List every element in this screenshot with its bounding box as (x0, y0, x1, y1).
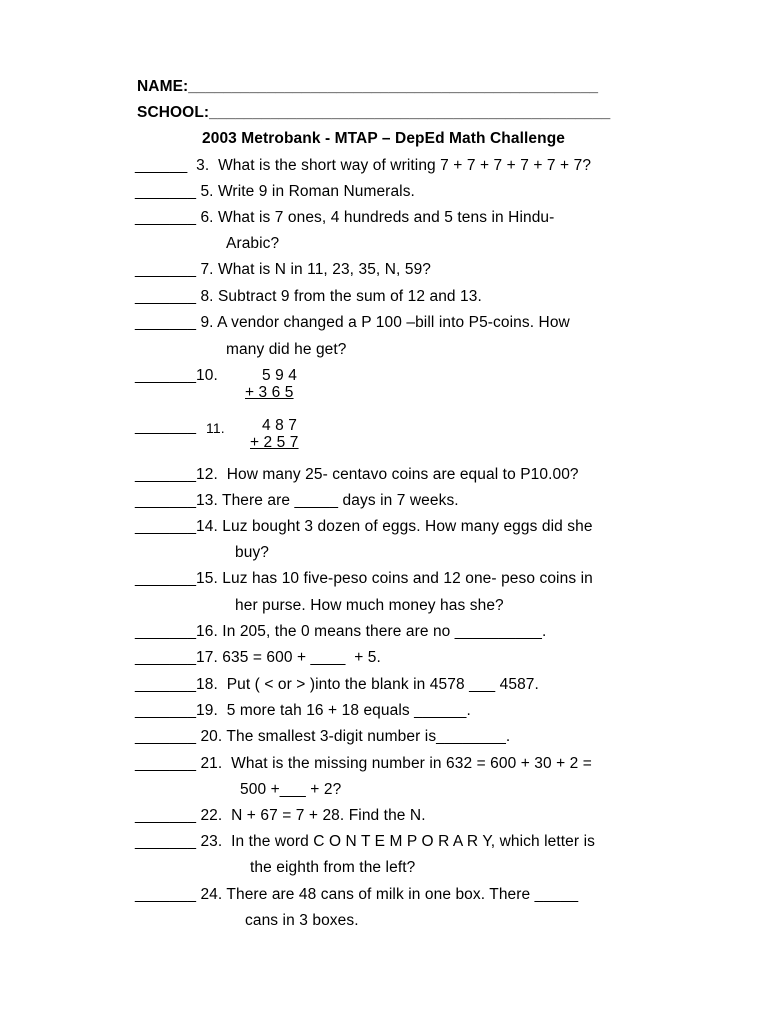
question-6: _______ 6. What is 7 ones, 4 hundreds and 5 tens in Hindu- (135, 209, 555, 226)
question-10-bottom-number: + 3 6 5 (245, 384, 294, 401)
question-18: _______18. Put ( < or > )into the blank in 4578 ___ 4587. (135, 676, 539, 693)
question-5: _______ 5. Write 9 in Roman Numerals. (135, 183, 415, 200)
name-field-line[interactable]: NAME:_______________________________________________ (137, 78, 599, 95)
question-12: _______12. How many 25- centavo coins are equal to P10.00? (135, 466, 579, 483)
question-9-continued: many did he get? (226, 341, 347, 358)
question-23-continued: the eighth from the left? (250, 859, 416, 876)
question-15: _______15. Luz has 10 five-peso coins and 12 one- peso coins in (135, 570, 593, 587)
question-13: _______13. There are _____ days in 7 weeks. (135, 492, 459, 509)
question-3: ______ 3. What is the short way of writing 7 + 7 + 7 + 7 + 7 + 7? (135, 157, 592, 174)
question-15-continued: her purse. How much money has she? (235, 597, 504, 614)
question-14: _______14. Luz bought 3 dozen of eggs. How many eggs did she (135, 518, 593, 535)
question-6-continued: Arabic? (226, 235, 280, 252)
question-24-continued: cans in 3 boxes. (245, 912, 359, 929)
question-23: _______ 23. In the word C O N T E M P O R A R Y, which letter is (135, 833, 595, 850)
question-11-top-number: 4 8 7 (262, 417, 297, 434)
question-10-top-number: 5 9 4 (262, 367, 297, 384)
question-20: _______ 20. The smallest 3-digit number is________. (135, 728, 511, 745)
question-10-blank: _______10. (135, 367, 218, 384)
question-16: _______16. In 205, the 0 means there are no __________. (135, 623, 547, 640)
question-19: _______19. 5 more tah 16 + 18 equals ______. (135, 702, 471, 719)
question-9: _______ 9. A vendor changed a P 100 –bill into P5-coins. How (135, 314, 570, 331)
question-11-bottom-number: + 2 5 7 (250, 434, 299, 451)
question-8: _______ 8. Subtract 9 from the sum of 12 and 13. (135, 288, 482, 305)
question-22: _______ 22. N + 67 = 7 + 28. Find the N. (135, 807, 426, 824)
question-17: _______17. 635 = 600 + ____ + 5. (135, 649, 381, 666)
question-11-blank: _______ (135, 418, 197, 435)
question-21-continued: 500 +___ + 2? (240, 781, 342, 798)
question-21: _______ 21. What is the missing number in 632 = 600 + 30 + 2 = (135, 755, 592, 772)
question-24: _______ 24. There are 48 cans of milk in one box. There _____ (135, 886, 579, 903)
question-14-continued: buy? (235, 544, 270, 561)
question-11-number: 11. (206, 420, 225, 436)
page-title: 2003 Metrobank - MTAP – DepEd Math Challenge (202, 130, 565, 147)
school-field-line[interactable]: SCHOOL:______________________________________________ (137, 104, 611, 121)
question-7: _______ 7. What is N in 11, 23, 35, N, 59? (135, 261, 432, 278)
